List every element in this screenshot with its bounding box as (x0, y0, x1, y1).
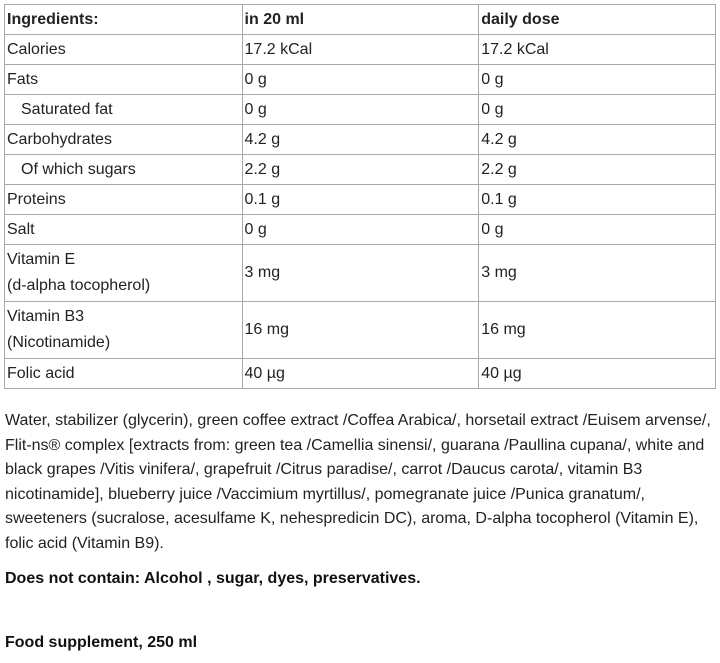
value-daily-dose: 0 g (479, 65, 716, 95)
table-row (5, 185, 716, 215)
value-in-20ml: 4.2 g (242, 125, 479, 155)
table-row (5, 95, 716, 125)
table-row (5, 245, 716, 302)
header-ingredients: Ingredients: (5, 5, 243, 35)
composition-text: Water, stabilizer (glycerin), green coffee extract /Coffea Arabica/, horsetail extract /Euisem arvense/, Flit-ns® complex [extracts from: green tea /Camellia sinensi/, guarana /Paullina cupana/, white and black grapes /Vitis vinifera/, grapefruit /Citrus paradise/, carrot /Daucus carota/, vitamin B3 nicotinamide], blueberry juice /Vaccimium myrtillus/, pomegranate juice /Punica granatum/, sweeteners (sucralose, acesulfame K, nehespredicin DC), aroma, D-alpha tocopherol (Vitamin E), folic acid (Vitamin B9). (5, 412, 711, 552)
table-row (5, 65, 716, 95)
table-row (5, 125, 716, 155)
value-daily-dose: 0.1 g (479, 185, 716, 215)
ingredient-name-cell (5, 185, 243, 215)
does-not-contain-notice: Does not contain: Alcohol , sugar, dyes, preservatives. (5, 570, 421, 587)
ingredient-name-detail: (Nicotinamide) (7, 334, 111, 351)
nutrition-table (4, 4, 716, 389)
table-header-row (5, 5, 716, 35)
ingredient-name-cell (5, 302, 243, 359)
ingredient-name-cell (5, 245, 243, 302)
value-daily-dose: 17.2 kCal (479, 35, 716, 65)
ingredient-name: Proteins (7, 190, 66, 208)
nutrition-table-body (5, 5, 716, 389)
ingredient-name: Of which sugars (21, 160, 136, 178)
value-in-20ml: 3 mg (242, 245, 479, 302)
value-daily-dose: 0 g (479, 215, 716, 245)
table-row (5, 215, 716, 245)
value-in-20ml: 40 µg (242, 359, 479, 389)
table-row (5, 302, 716, 359)
value-daily-dose: 2.2 g (479, 155, 716, 185)
value-daily-dose: 0 g (479, 95, 716, 125)
value-daily-dose: 40 µg (479, 359, 716, 389)
ingredient-name: Saturated fat (21, 100, 113, 118)
value-daily-dose: 3 mg (479, 245, 716, 302)
ingredient-name-detail: (d-alpha tocopherol) (7, 277, 151, 294)
value-in-20ml: 16 mg (242, 302, 479, 359)
table-row (5, 35, 716, 65)
ingredient-name: Calories (7, 40, 66, 58)
ingredient-name-cell (5, 35, 243, 65)
ingredient-name-cell (5, 359, 243, 389)
ingredient-name-cell (5, 125, 243, 155)
value-in-20ml: 2.2 g (242, 155, 479, 185)
value-in-20ml: 0 g (242, 215, 479, 245)
header-in-20ml: in 20 ml (242, 5, 479, 35)
ingredient-name-cell (5, 95, 243, 125)
value-daily-dose: 4.2 g (479, 125, 716, 155)
ingredient-name-cell (5, 155, 243, 185)
ingredient-name: Carbohydrates (7, 130, 112, 148)
ingredient-name: Folic acid (7, 364, 75, 382)
value-in-20ml: 17.2 kCal (242, 35, 479, 65)
header-daily-dose: daily dose (479, 5, 716, 35)
value-in-20ml: 0.1 g (242, 185, 479, 215)
product-description: Food supplement, 250 ml (5, 634, 198, 651)
ingredient-name: Vitamin E (7, 251, 76, 268)
table-row (5, 155, 716, 185)
ingredient-name: Vitamin B3 (7, 308, 85, 325)
ingredient-name-cell (5, 65, 243, 95)
value-in-20ml: 0 g (242, 95, 479, 125)
value-in-20ml: 0 g (242, 65, 479, 95)
table-row (5, 359, 716, 389)
ingredient-name: Salt (7, 220, 35, 238)
ingredient-name-cell (5, 215, 243, 245)
ingredient-name: Fats (7, 70, 39, 88)
value-daily-dose: 16 mg (479, 302, 716, 359)
